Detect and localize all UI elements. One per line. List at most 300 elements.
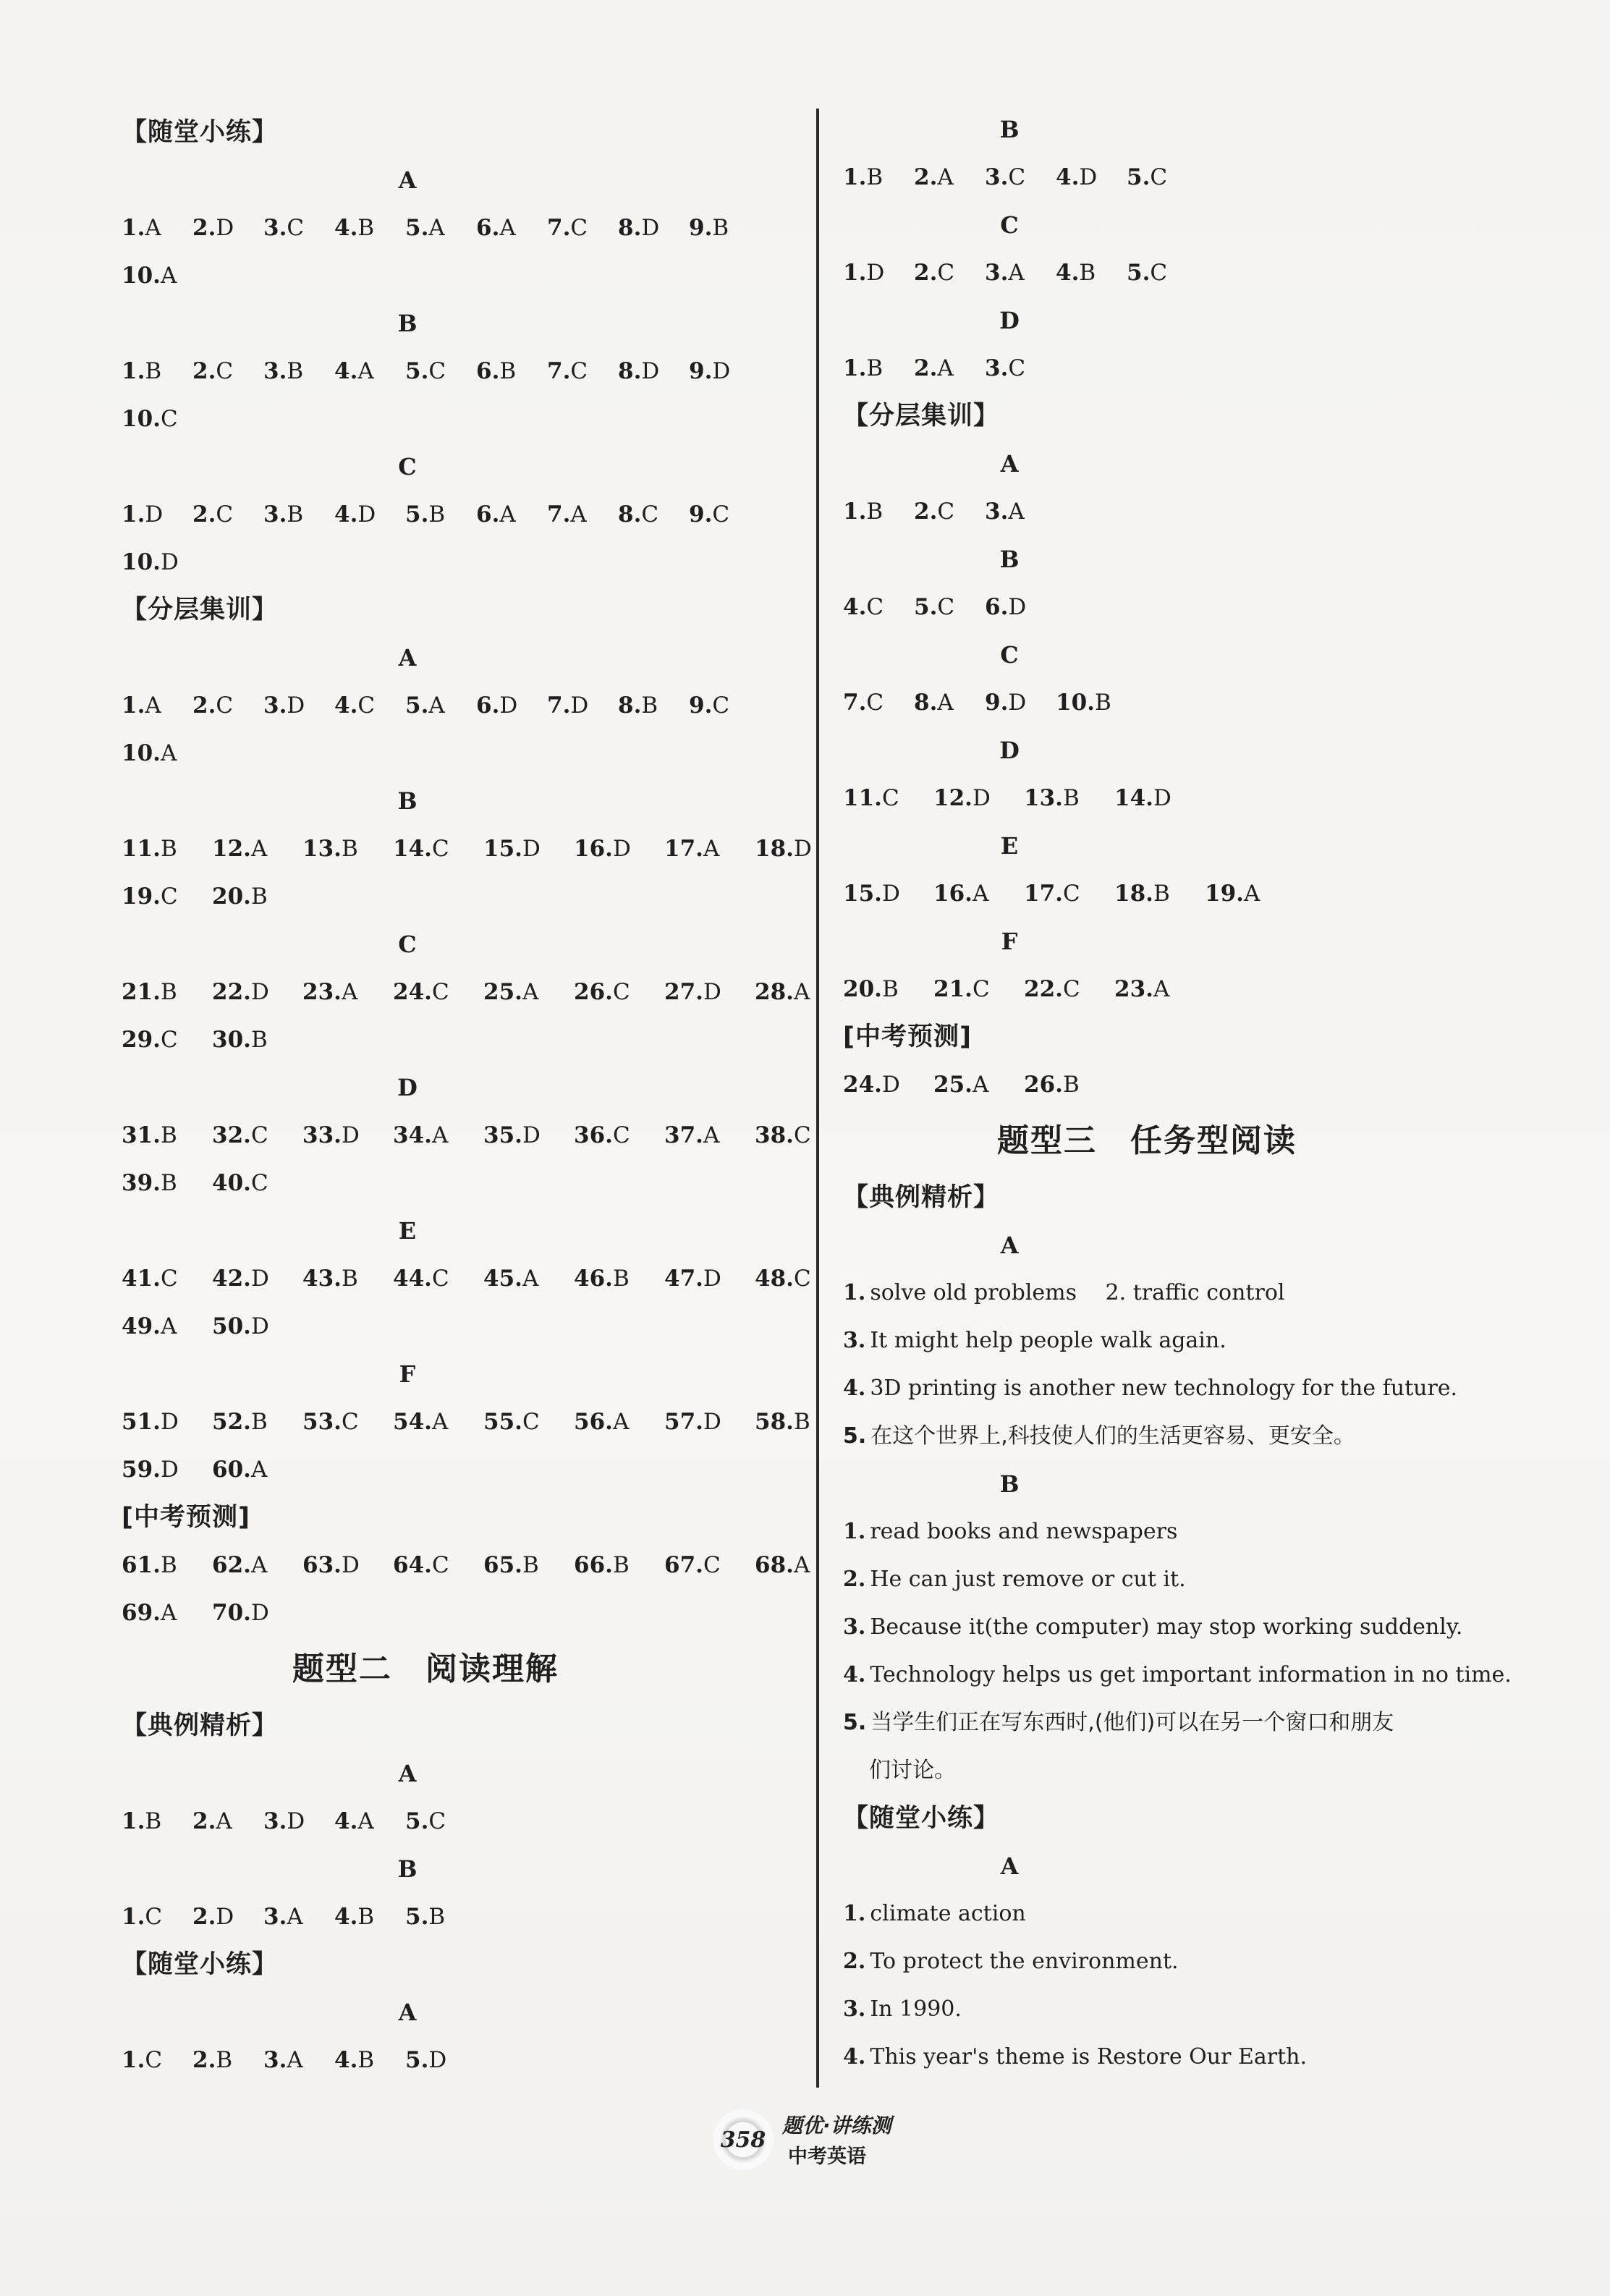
answer-letter: B <box>428 1904 446 1930</box>
answer-item <box>574 1541 664 1589</box>
answer-item <box>574 1111 664 1159</box>
answer-number: 66. <box>574 1552 613 1578</box>
answer-number: 7. <box>547 215 571 241</box>
answer-number: 2. <box>843 1949 866 1974</box>
answer-number: 3. <box>985 499 1009 525</box>
answer-number: 59. <box>122 1457 161 1483</box>
subsection-label: B <box>999 546 1020 573</box>
answer-item <box>334 1893 405 1941</box>
answer-number: 19. <box>122 884 161 910</box>
answer-item <box>212 1589 302 1637</box>
answer-item <box>1114 965 1205 1013</box>
answer-item <box>1127 153 1198 201</box>
answer-item <box>192 204 263 252</box>
answer-number: 54. <box>393 1409 432 1435</box>
answer-letter: A <box>972 881 989 907</box>
answer-item <box>914 583 985 631</box>
answer-number: 4. <box>334 2047 358 2073</box>
answer-item <box>263 491 334 538</box>
answer-text: read books and newspapers <box>870 1519 1178 1544</box>
answer-text-continuation: 们讨论。 <box>869 1758 956 1783</box>
answer-item <box>263 204 334 252</box>
answer-number: 2. <box>843 1567 866 1592</box>
subsection-label: D <box>397 1074 418 1101</box>
answer-item <box>914 344 985 392</box>
answer-row <box>122 1797 773 1845</box>
answer-number: 6. <box>985 594 1009 620</box>
answer-number: 2. <box>192 2047 216 2073</box>
section-title: 【典例精析】 <box>843 1183 1000 1212</box>
answer-row <box>122 2036 773 2084</box>
answer-letter: A <box>793 979 810 1005</box>
answer-letter: C <box>881 785 899 811</box>
answer-letter: A <box>522 1266 539 1292</box>
answer-item <box>405 347 476 395</box>
answer-letter: C <box>866 594 884 620</box>
answer-number: 49. <box>122 1313 161 1339</box>
answer-number: 3. <box>843 1614 866 1640</box>
answer-number: 9. <box>985 690 1009 716</box>
answer-number: 16. <box>933 881 973 907</box>
answer-item <box>334 1797 405 1845</box>
subsection-label: A <box>1000 1852 1019 1880</box>
answer-number: 65. <box>483 1552 522 1578</box>
subsection-label: B <box>999 116 1020 143</box>
answer-item <box>914 488 985 535</box>
answer-row <box>122 873 773 920</box>
answer-text-line <box>843 1556 1538 1604</box>
answer-number: 18. <box>1114 881 1153 907</box>
answer-number: 4. <box>334 215 358 241</box>
answer-item <box>755 1111 845 1159</box>
answer-text-line <box>843 2033 1538 2081</box>
answer-item <box>689 682 760 729</box>
answer-row <box>843 965 1538 1013</box>
answer-number: 5. <box>843 1710 867 1735</box>
answer-item <box>212 968 302 1016</box>
answer-number: 47. <box>664 1266 703 1292</box>
answer-item <box>192 2036 263 2084</box>
answer-letter: A <box>287 2047 303 2073</box>
answer-number: 22. <box>1024 976 1063 1002</box>
answer-number: 3. <box>263 358 287 384</box>
answer-text: It might help people walk again. <box>870 1328 1226 1353</box>
answer-number: 60. <box>212 1457 251 1483</box>
answer-letter: C <box>216 501 234 528</box>
section-title: 【随堂小练】 <box>843 1804 1000 1833</box>
answer-letter: B <box>250 884 268 910</box>
answer-number: 30. <box>212 1027 251 1053</box>
answer-letter: A <box>499 215 516 241</box>
subsection-label: A <box>1000 1232 1019 1259</box>
answer-letter: D <box>428 2047 447 2073</box>
answer-letter: C <box>937 594 955 620</box>
answer-item <box>843 488 914 535</box>
answer-letter: A <box>160 263 177 289</box>
answer-item <box>483 1255 574 1302</box>
answer-letter: D <box>866 260 885 286</box>
answer-letter: D <box>641 358 660 384</box>
answer-number: 6. <box>476 358 500 384</box>
answer-letter: B <box>357 215 375 241</box>
answer-item <box>122 873 212 920</box>
section-title: 【典例精析】 <box>122 1711 279 1740</box>
answer-letter: A <box>937 690 954 716</box>
answer-letter: A <box>793 1552 810 1578</box>
answer-item <box>122 968 212 1016</box>
answer-item <box>476 347 547 395</box>
answer-number: 41. <box>122 1266 161 1292</box>
answer-item <box>122 538 192 586</box>
answer-number: 13. <box>1024 785 1063 811</box>
answer-letter: A <box>357 358 374 384</box>
answer-row <box>122 825 812 873</box>
question-type-heading: 题型三 任务型阅读 <box>997 1122 1297 1159</box>
answer-item <box>755 1255 845 1302</box>
answer-number: 62. <box>212 1552 251 1578</box>
answer-number: 25. <box>483 979 522 1005</box>
answer-item <box>914 153 985 201</box>
answer-letter: B <box>341 836 358 862</box>
answer-row <box>122 1159 773 1207</box>
answer-letter: A <box>703 836 720 862</box>
section-title: 【随堂小练】 <box>122 1950 279 1979</box>
answer-item <box>574 1255 664 1302</box>
answer-item <box>302 825 393 873</box>
answer-number: 7. <box>843 690 867 716</box>
answer-number: 2. <box>192 215 216 241</box>
answer-item <box>122 1446 212 1494</box>
answer-item <box>192 491 263 538</box>
answer-letter: D <box>612 836 631 862</box>
answer-number: 19. <box>1205 881 1244 907</box>
answer-letter: A <box>431 1409 449 1435</box>
answer-item <box>985 488 1056 535</box>
answer-number: 64. <box>393 1552 432 1578</box>
answer-number: 7. <box>547 358 571 384</box>
answer-number: 1. <box>122 358 145 384</box>
answer-letter: A <box>1243 881 1261 907</box>
answer-number: 2. <box>192 501 216 528</box>
answer-text: solve old problems 2. traffic control <box>870 1280 1285 1305</box>
answer-number: 3. <box>263 1808 287 1834</box>
answer-number: 52. <box>212 1409 251 1435</box>
answer-item <box>405 1893 476 1941</box>
answer-item <box>664 1255 755 1302</box>
answer-text-line <box>843 1365 1538 1412</box>
answer-item <box>483 1541 574 1589</box>
answer-letter: C <box>160 884 178 910</box>
answer-item <box>547 347 618 395</box>
section-title: [中考预测] <box>122 1503 250 1532</box>
answer-number: 5. <box>405 2047 429 2073</box>
answer-letter: B <box>428 501 446 528</box>
answer-letter: A <box>428 215 445 241</box>
answer-letter: C <box>641 501 659 528</box>
answer-letter: D <box>250 1313 269 1339</box>
answer-item <box>843 965 933 1013</box>
answer-letter: A <box>145 692 161 719</box>
answer-row <box>122 1255 811 1302</box>
answer-item <box>618 682 689 729</box>
answer-number: 9. <box>689 215 713 241</box>
answer-letter: B <box>712 215 729 241</box>
answer-letter: D <box>145 501 164 528</box>
answer-item <box>547 491 618 538</box>
answer-letter: B <box>866 164 884 190</box>
answer-item <box>1114 870 1205 918</box>
answer-item <box>334 347 405 395</box>
answer-item <box>212 1159 302 1207</box>
answer-number: 5. <box>1127 260 1151 286</box>
answer-item <box>122 347 192 395</box>
answer-letter: C <box>712 692 730 719</box>
answer-row <box>122 204 773 252</box>
answer-number: 10. <box>122 549 161 575</box>
answer-number: 2. <box>192 358 216 384</box>
answer-item <box>574 1398 664 1446</box>
answer-number: 17. <box>664 836 703 862</box>
answer-letter: D <box>160 549 179 575</box>
answer-item <box>334 204 405 252</box>
answer-letter: C <box>160 1027 178 1053</box>
answer-number: 33. <box>302 1122 342 1148</box>
answer-letter: A <box>937 355 954 381</box>
answer-item <box>393 1541 483 1589</box>
answer-row <box>843 679 1538 726</box>
answer-row <box>122 1893 773 1941</box>
answer-number: 38. <box>755 1122 794 1148</box>
answer-item <box>122 1159 212 1207</box>
answer-row <box>843 774 1538 822</box>
answer-number: 13. <box>302 836 342 862</box>
answer-text-line <box>843 1651 1538 1699</box>
answer-letter: D <box>793 836 812 862</box>
answer-item <box>122 1589 212 1637</box>
answer-item <box>914 679 985 726</box>
answer-item <box>302 1255 393 1302</box>
answer-number: 61. <box>122 1552 161 1578</box>
answer-number: 3. <box>843 1996 866 2022</box>
answer-item <box>192 1797 263 1845</box>
answer-number: 4. <box>843 1662 866 1687</box>
answer-letter: A <box>703 1122 720 1148</box>
answer-letter: C <box>570 215 588 241</box>
answer-letter: C <box>216 692 234 719</box>
answer-letter: C <box>1150 164 1168 190</box>
answer-number: 29. <box>122 1027 161 1053</box>
answer-number: 40. <box>212 1170 251 1196</box>
answer-letter: A <box>972 1072 989 1098</box>
answer-letter: C <box>1150 260 1168 286</box>
answer-number: 24. <box>843 1072 882 1098</box>
answer-item <box>574 968 664 1016</box>
answer-item <box>122 1255 212 1302</box>
answer-number: 8. <box>914 690 938 716</box>
answer-letter: C <box>612 979 630 1005</box>
answer-letter: C <box>431 836 449 862</box>
answer-letter: C <box>428 358 446 384</box>
answer-number: 12. <box>212 836 251 862</box>
answer-item <box>914 249 985 297</box>
answer-number: 4. <box>843 594 867 620</box>
subsection-label: C <box>398 453 417 480</box>
answer-number: 1. <box>843 499 867 525</box>
answer-text-list <box>843 1508 1538 1747</box>
answer-number: 31. <box>122 1122 161 1148</box>
answer-item <box>664 1111 755 1159</box>
answer-number: 10. <box>122 263 161 289</box>
answer-item <box>1024 870 1114 918</box>
answer-item <box>755 1541 845 1589</box>
right-column <box>843 106 1538 2081</box>
answer-letter: B <box>499 358 517 384</box>
answer-item <box>122 682 192 729</box>
answer-letter: A <box>1153 976 1170 1002</box>
answer-number: 3. <box>263 692 287 719</box>
answer-item <box>122 491 192 538</box>
answer-number: 42. <box>212 1266 251 1292</box>
answer-item <box>192 347 263 395</box>
answer-item <box>664 968 755 1016</box>
column-divider <box>816 109 819 2088</box>
answer-item <box>483 1111 574 1159</box>
answer-item <box>843 583 914 631</box>
answer-letter: A <box>522 979 539 1005</box>
answer-number: 2. <box>192 692 216 719</box>
subsection-label: C <box>398 931 417 958</box>
answer-number: 9. <box>689 692 713 719</box>
answer-number: 3. <box>985 355 1009 381</box>
answer-letter: C <box>703 1552 721 1578</box>
answer-row <box>843 153 1538 201</box>
answer-number: 1. <box>122 501 145 528</box>
answer-number: 21. <box>933 976 973 1002</box>
subsection-label: B <box>397 787 418 815</box>
answer-letter: C <box>793 1266 811 1292</box>
answer-number: 69. <box>122 1600 161 1626</box>
answer-number: 12. <box>933 785 973 811</box>
answer-number: 8. <box>618 501 642 528</box>
answer-item <box>263 682 334 729</box>
answer-item <box>755 825 845 873</box>
page-footer <box>713 2106 944 2171</box>
answer-number: 48. <box>755 1266 794 1292</box>
section-title: 【随堂小练】 <box>122 118 279 147</box>
answer-letter: C <box>1062 976 1080 1002</box>
subject-name: 中考英语 <box>788 2145 866 2168</box>
answer-letter: D <box>216 1904 234 1930</box>
answer-number: 20. <box>212 884 251 910</box>
answer-letter: C <box>431 979 449 1005</box>
answer-letter: D <box>881 1072 900 1098</box>
answer-item <box>263 347 334 395</box>
answer-letter: B <box>287 501 304 528</box>
answer-letter: C <box>522 1409 540 1435</box>
answer-item <box>933 965 1024 1013</box>
answer-letter: D <box>341 1552 360 1578</box>
answer-number: 26. <box>1024 1072 1063 1098</box>
answer-number: 1. <box>122 1808 145 1834</box>
answer-number: 23. <box>302 979 342 1005</box>
answer-letter: B <box>357 1904 375 1930</box>
answer-number: 4. <box>334 1904 358 1930</box>
answer-item <box>985 344 1056 392</box>
answer-number: 46. <box>574 1266 613 1292</box>
answer-number: 9. <box>689 358 713 384</box>
answer-letter: B <box>160 836 177 862</box>
answer-text-line <box>843 1269 1538 1317</box>
answer-letter: C <box>216 358 234 384</box>
answer-item <box>122 729 192 777</box>
answer-number: 5. <box>405 358 429 384</box>
answer-number: 1. <box>122 2047 145 2073</box>
answer-item <box>843 153 914 201</box>
answer-letter: A <box>145 215 161 241</box>
answer-item <box>985 249 1056 297</box>
answer-item <box>212 1255 302 1302</box>
answer-letter: B <box>357 2047 375 2073</box>
answer-letter: D <box>881 881 900 907</box>
answer-number: 5. <box>405 1808 429 1834</box>
answer-letter: C <box>937 499 955 525</box>
answer-letter: B <box>881 976 899 1002</box>
answer-letter: A <box>570 501 587 528</box>
answer-item <box>212 825 302 873</box>
answer-number: 1. <box>843 355 867 381</box>
answer-letter: C <box>431 1266 449 1292</box>
answer-letter: D <box>287 1808 305 1834</box>
answer-number: 44. <box>393 1266 432 1292</box>
answer-number: 43. <box>302 1266 342 1292</box>
answer-letter: D <box>1008 690 1027 716</box>
answer-item <box>302 1398 393 1446</box>
answer-number: 2. <box>914 355 938 381</box>
answer-item <box>755 968 845 1016</box>
answer-letter: B <box>160 1122 177 1148</box>
answer-letter: B <box>287 358 304 384</box>
answer-letter: D <box>287 692 305 719</box>
subsection-label: C <box>1000 211 1019 239</box>
answer-row <box>122 1541 810 1589</box>
answer-number: 11. <box>122 836 161 862</box>
answer-letter: D <box>1079 164 1098 190</box>
answer-item <box>122 204 192 252</box>
answer-letter: A <box>160 1313 177 1339</box>
answer-item <box>618 491 689 538</box>
answer-item <box>393 825 483 873</box>
answer-row <box>122 1446 773 1494</box>
answer-letter: D <box>160 1457 179 1483</box>
subsection-label: D <box>999 307 1020 334</box>
answer-letter: A <box>216 1808 232 1834</box>
answer-number: 1. <box>122 692 145 719</box>
answer-number: 16. <box>574 836 613 862</box>
answer-text: Technology helps us get important information in no time. <box>870 1662 1512 1687</box>
answer-text-line <box>843 1508 1538 1556</box>
answer-letter: C <box>793 1122 811 1148</box>
answer-text: In 1990. <box>870 1996 962 2022</box>
answer-item <box>393 1255 483 1302</box>
answer-number: 27. <box>664 979 703 1005</box>
answer-number: 1. <box>843 164 867 190</box>
answer-number: 4. <box>843 2044 866 2070</box>
answer-letter: C <box>866 690 884 716</box>
page-number-badge <box>713 2109 774 2170</box>
answer-item <box>933 774 1024 822</box>
answer-number: 67. <box>664 1552 703 1578</box>
left-column <box>122 109 812 2084</box>
